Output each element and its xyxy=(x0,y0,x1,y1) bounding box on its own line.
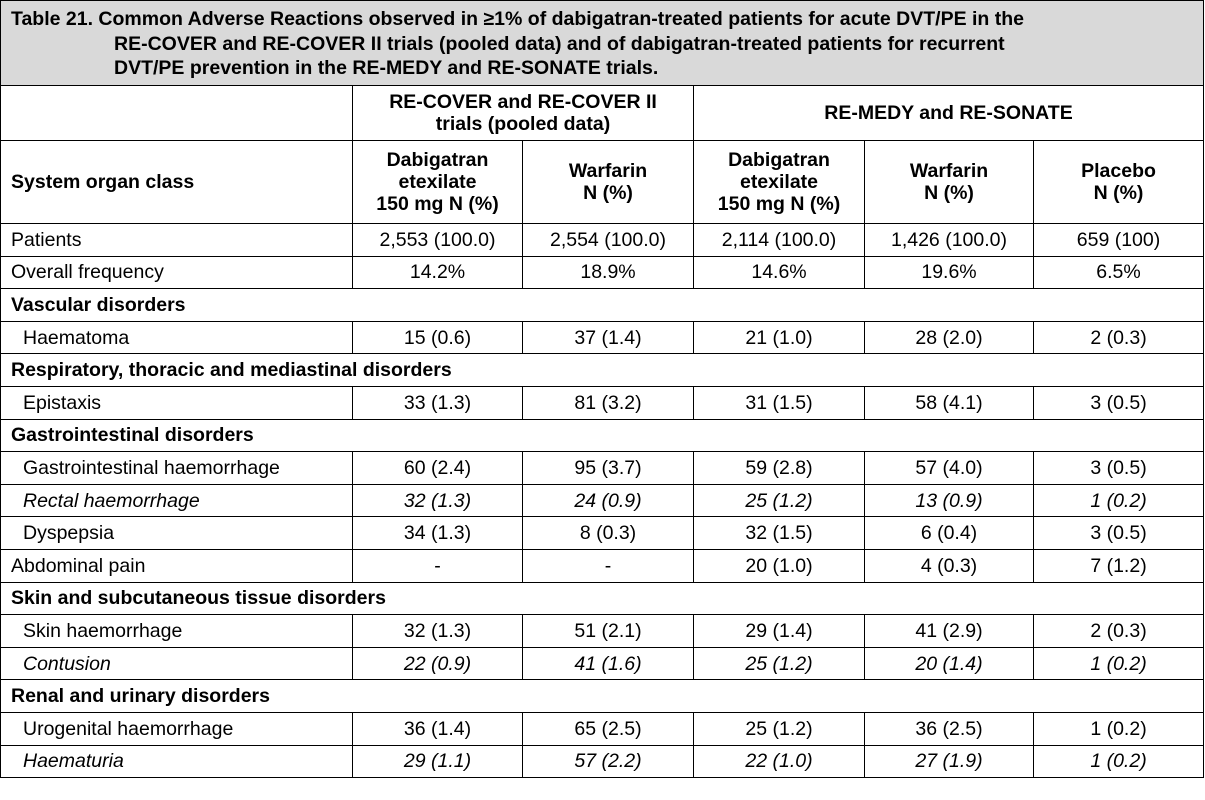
row-label: Dyspepsia xyxy=(1,517,353,550)
cell-value: - xyxy=(523,549,694,582)
cell-value: 4 (0.3) xyxy=(865,549,1034,582)
cell-value: 3 (0.5) xyxy=(1034,452,1204,485)
row-label: Haematoma xyxy=(1,321,353,354)
cell-value: 18.9% xyxy=(523,256,694,289)
cell-value: 41 (1.6) xyxy=(523,647,694,680)
table-row-skin-haemorrhage xyxy=(1,615,1204,648)
cell-value: 32 (1.5) xyxy=(694,517,865,550)
cell-value: 51 (2.1) xyxy=(523,615,694,648)
group-header-recover xyxy=(353,86,694,141)
cell-value: 1 (0.2) xyxy=(1034,484,1204,517)
column-header-row xyxy=(1,141,1204,224)
cell-value: 41 (2.9) xyxy=(865,615,1034,648)
col-warf1-line-2: N (%) xyxy=(583,182,633,204)
section-label: Skin and subcutaneous tissue disorders xyxy=(1,582,1204,615)
table-row-contusion xyxy=(1,647,1204,680)
table-caption xyxy=(1,1,1204,86)
cell-value: 7 (1.2) xyxy=(1034,549,1204,582)
cell-value: 34 (1.3) xyxy=(353,517,523,550)
cell-value: 28 (2.0) xyxy=(865,321,1034,354)
cell-value: 659 (100) xyxy=(1034,224,1204,257)
table-row-epistaxis xyxy=(1,386,1204,419)
row-label: Abdominal pain xyxy=(1,549,353,582)
section-label: Vascular disorders xyxy=(1,289,1204,322)
cell-value: 14.2% xyxy=(353,256,523,289)
cell-value: 6.5% xyxy=(1034,256,1204,289)
row-label: Skin haemorrhage xyxy=(1,615,353,648)
cell-value: 25 (1.2) xyxy=(694,647,865,680)
col-warf1-line-1: Warfarin xyxy=(568,160,648,182)
section-row-skin xyxy=(1,582,1204,615)
cell-value: 20 (1.0) xyxy=(694,549,865,582)
cell-value: 32 (1.3) xyxy=(353,615,523,648)
row-label: Epistaxis xyxy=(1,386,353,419)
section-row-renal xyxy=(1,680,1204,713)
cell-value: 95 (3.7) xyxy=(523,452,694,485)
cell-value: 8 (0.3) xyxy=(523,517,694,550)
cell-value: 25 (1.2) xyxy=(694,484,865,517)
cell-value: 6 (0.4) xyxy=(865,517,1034,550)
cell-value: - xyxy=(353,549,523,582)
cell-value: 3 (0.5) xyxy=(1034,386,1204,419)
table-row-dyspepsia xyxy=(1,517,1204,550)
cell-value: 59 (2.8) xyxy=(694,452,865,485)
table-row-overall-frequency xyxy=(1,256,1204,289)
cell-value: 1,426 (100.0) xyxy=(865,224,1034,257)
group-header-row xyxy=(1,86,1204,141)
cell-value: 65 (2.5) xyxy=(523,712,694,745)
table-row-haematuria xyxy=(1,745,1204,778)
group-recover-line-1: RE-COVER and RE-COVER II xyxy=(389,91,657,113)
table-row-gi-haemorrhage xyxy=(1,452,1204,485)
column-header-placebo xyxy=(1034,141,1204,224)
col-warf2-line-1: Warfarin xyxy=(909,160,989,182)
cell-value: 19.6% xyxy=(865,256,1034,289)
cell-value: 36 (1.4) xyxy=(353,712,523,745)
table-row-patients xyxy=(1,224,1204,257)
cell-value: 20 (1.4) xyxy=(865,647,1034,680)
cell-value: 57 (4.0) xyxy=(865,452,1034,485)
cell-value: 21 (1.0) xyxy=(694,321,865,354)
col-placebo-line-1: Placebo xyxy=(1081,160,1156,182)
row-label: Haematuria xyxy=(1,745,353,778)
cell-value: 2,114 (100.0) xyxy=(694,224,865,257)
section-row-gastrointestinal xyxy=(1,419,1204,452)
cell-value: 1 (0.2) xyxy=(1034,745,1204,778)
section-row-vascular xyxy=(1,289,1204,322)
col-warf2-line-2: N (%) xyxy=(924,182,974,204)
cell-value: 2 (0.3) xyxy=(1034,615,1204,648)
table-row-abdominal-pain xyxy=(1,549,1204,582)
cell-value: 31 (1.5) xyxy=(694,386,865,419)
caption-line-1: Table 21. Common Adverse Reactions observed in ≥1% of dabigatran-treated patients for acute DVT/PE in the xyxy=(11,8,1025,30)
caption-line-3: DVT/PE prevention in the RE-MEDY and RE-SONATE trials. xyxy=(114,57,659,79)
section-label: Respiratory, thoracic and mediastinal disorders xyxy=(1,354,1204,387)
row-label: Gastrointestinal haemorrhage xyxy=(1,452,353,485)
cell-value: 37 (1.4) xyxy=(523,321,694,354)
column-header-organ: System organ class xyxy=(1,141,353,224)
group-recover-line-2: trials (pooled data) xyxy=(435,113,611,135)
table-row-rectal-haemorrhage xyxy=(1,484,1204,517)
cell-value: 60 (2.4) xyxy=(353,452,523,485)
row-label: Contusion xyxy=(1,647,353,680)
row-label: Rectal haemorrhage xyxy=(1,484,353,517)
group-header-remedy: RE-MEDY and RE-SONATE xyxy=(694,86,1204,141)
cell-value: 14.6% xyxy=(694,256,865,289)
col-placebo-line-2: N (%) xyxy=(1093,182,1144,204)
cell-value: 58 (4.1) xyxy=(865,386,1034,419)
caption-line-2: RE-COVER and RE-COVER II trials (pooled data) and of dabigatran-treated patients for recurrent xyxy=(114,32,1005,55)
cell-value: 1 (0.2) xyxy=(1034,712,1204,745)
row-label: Urogenital haemorrhage xyxy=(1,712,353,745)
cell-value: 33 (1.3) xyxy=(353,386,523,419)
table-row-haematoma xyxy=(1,321,1204,354)
cell-value: 3 (0.5) xyxy=(1034,517,1204,550)
section-label: Renal and urinary disorders xyxy=(1,680,1204,713)
caption-row xyxy=(1,1,1204,86)
cell-value: 57 (2.2) xyxy=(523,745,694,778)
col-dabi1-line-2: etexilate xyxy=(398,171,477,193)
column-header-warfarin-recover xyxy=(523,141,694,224)
cell-value: 22 (0.9) xyxy=(353,647,523,680)
col-dabi1-line-3: 150 mg N (%) xyxy=(376,193,499,215)
row-label: Patients xyxy=(1,224,353,257)
cell-value: 32 (1.3) xyxy=(353,484,523,517)
cell-value: 27 (1.9) xyxy=(865,745,1034,778)
cell-value: 25 (1.2) xyxy=(694,712,865,745)
cell-value: 2,554 (100.0) xyxy=(523,224,694,257)
cell-value: 15 (0.6) xyxy=(353,321,523,354)
cell-value: 1 (0.2) xyxy=(1034,647,1204,680)
cell-value: 29 (1.4) xyxy=(694,615,865,648)
section-label: Gastrointestinal disorders xyxy=(1,419,1204,452)
cell-value: 24 (0.9) xyxy=(523,484,694,517)
cell-value: 13 (0.9) xyxy=(865,484,1034,517)
col-dabi2-line-1: Dabigatran xyxy=(728,149,830,171)
cell-value: 22 (1.0) xyxy=(694,745,865,778)
col-dabi1-line-1: Dabigatran xyxy=(386,149,489,171)
cell-value: 29 (1.1) xyxy=(353,745,523,778)
column-header-warfarin-remedy xyxy=(865,141,1034,224)
cell-value: 2 (0.3) xyxy=(1034,321,1204,354)
empty-header-cell xyxy=(1,86,353,141)
cell-value: 81 (3.2) xyxy=(523,386,694,419)
column-header-dabigatran-remedy xyxy=(694,141,865,224)
col-dabi2-line-3: 150 mg N (%) xyxy=(717,193,841,215)
column-header-dabigatran-recover xyxy=(353,141,523,224)
section-row-respiratory xyxy=(1,354,1204,387)
col-dabi2-line-2: etexilate xyxy=(739,171,819,193)
table-row-urogenital-haemorrhage xyxy=(1,712,1204,745)
cell-value: 2,553 (100.0) xyxy=(353,224,523,257)
row-label: Overall frequency xyxy=(1,256,353,289)
cell-value: 36 (2.5) xyxy=(865,712,1034,745)
